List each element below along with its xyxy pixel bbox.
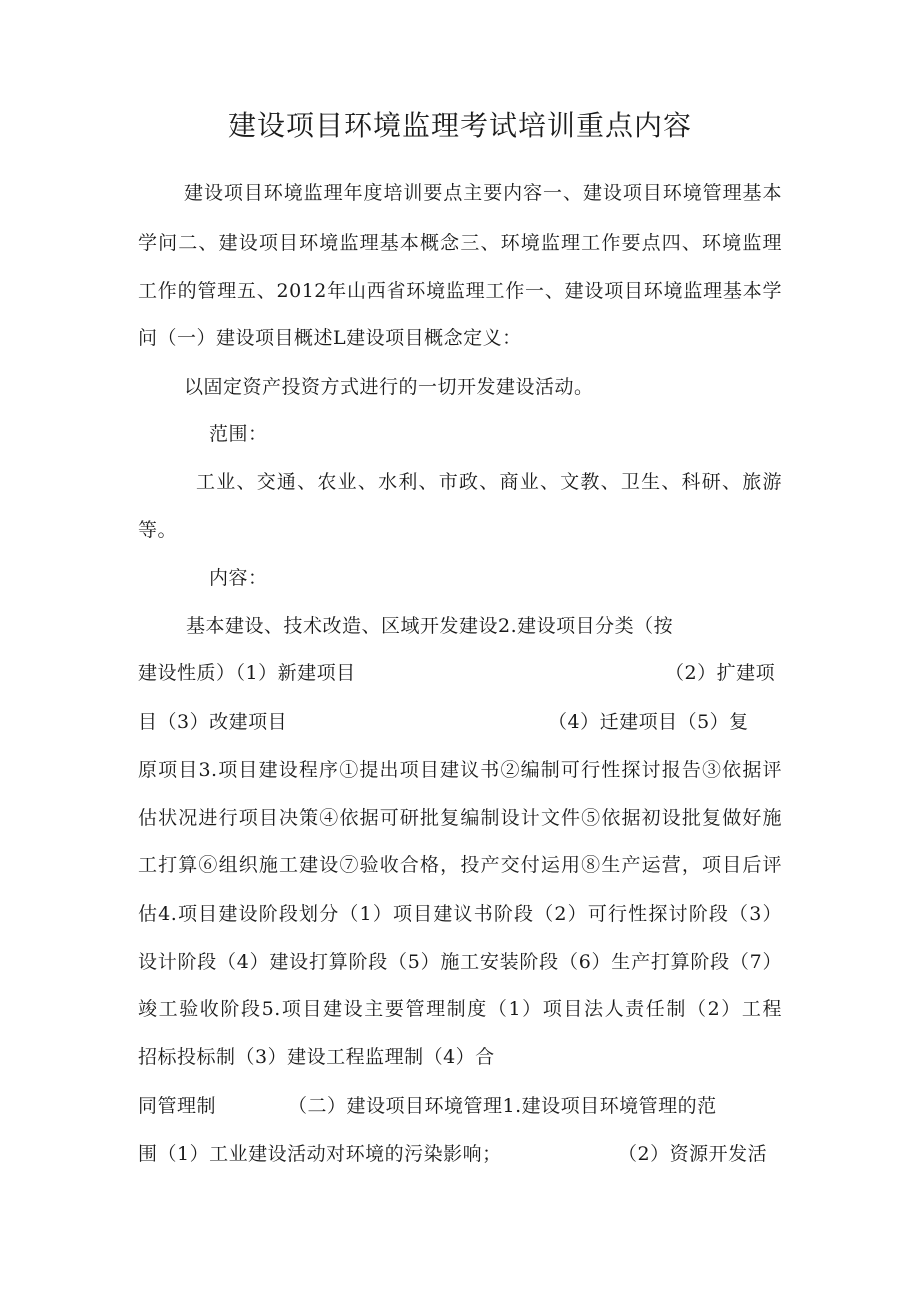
section-label: 范围：	[209, 423, 268, 445]
paragraph-line: （2）资源开发活	[618, 1143, 768, 1165]
paragraph-line: 估状况进行项目决策④依据可研批复编制设计文件⑤依据初设批复做好施	[138, 807, 782, 829]
document-title: 建设项目环境监理考试培训重点内容	[227, 109, 692, 142]
paragraph-line: 问（一）建设项目概述L建设项目概念定义：	[138, 327, 522, 349]
paragraph-line: 设计阶段（4）建设打算阶段（5）施工安装阶段（6）生产打算阶段（7）	[138, 951, 782, 973]
paragraph-line: 建设项目环境监理年度培训要点主要内容一、建设项目环境管理基本	[184, 182, 782, 204]
paragraph-line: （4）迁建项目（5）复	[548, 711, 749, 733]
paragraph-line: （二）建设项目环境管理1.建设项目环境管理的范	[288, 1095, 717, 1117]
paragraph-line: 工打算⑥组织施工建设⑦验收合格，投产交付运用⑧生产运营，项目后评	[138, 854, 782, 876]
paragraph-line: 估4.项目建设阶段划分（1）项目建议书阶段（2）可行性探讨阶段（3）	[138, 903, 782, 925]
paragraph-line: 同管理制	[138, 1095, 217, 1117]
paragraph-line: 竣工验收阶段5.项目建设主要管理制度（1）项目法人责任制（2）工程	[138, 998, 782, 1020]
paragraph-line: 学问二、建设项目环境监理基本概念三、环境监理工作要点四、环境监理	[138, 232, 782, 254]
paragraph-line: 等。	[138, 519, 178, 541]
paragraph-line: 工作的管理五、2012年山西省环境监理工作一、建设项目环境监理基本学	[138, 280, 782, 302]
paragraph-line: 围（1）工业建设活动对环境的污染影响；	[138, 1143, 502, 1165]
paragraph-line: 招标投标制（3）建设工程监理制（4）合	[138, 1046, 495, 1068]
paragraph-line: 建设性质）（1）新建项目	[138, 662, 356, 684]
paragraph-line: 原项目3.项目建设程序①提出项目建议书②编制可行性探讨报告③依据评	[138, 759, 782, 781]
paragraph-line: 目（3）改建项目	[138, 711, 288, 733]
section-label: 内容：	[209, 567, 268, 589]
paragraph-line: 基本建设、技术改造、区域开发建设2.建设项目分类（按	[186, 615, 674, 637]
paragraph-line: （2）扩建项	[665, 662, 776, 684]
paragraph-line: 以固定资产投资方式进行的一切开发建设活动。	[184, 376, 594, 398]
paragraph-line: 工业、交通、农业、水利、市政、商业、文教、卫生、科研、旅游	[196, 471, 782, 493]
